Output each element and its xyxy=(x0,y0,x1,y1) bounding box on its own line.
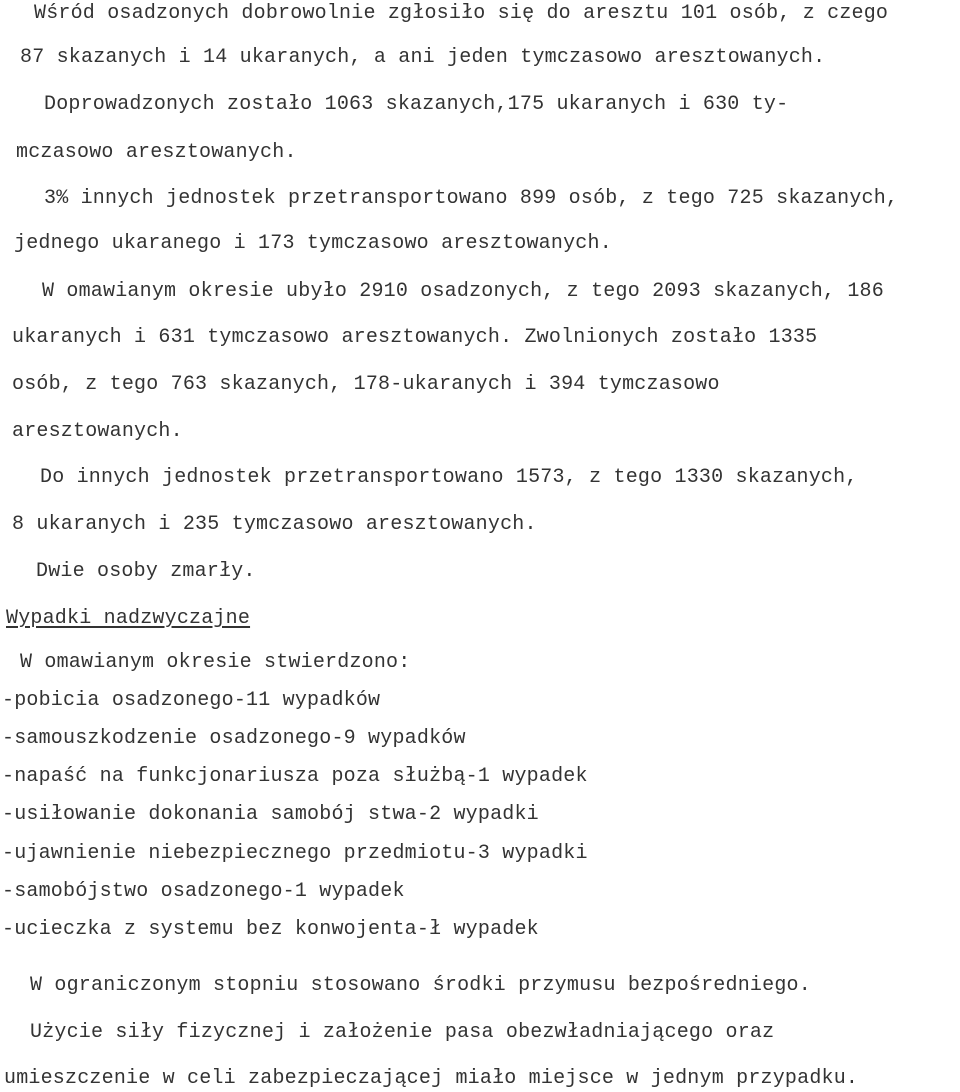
incident-list-item: -napaść na funkcjonariusza poza służbą-1 wypadek xyxy=(2,765,588,788)
paragraph-line: osób, z tego 763 skazanych, 178-ukaranych i 394 tymczasowo xyxy=(12,373,720,396)
paragraph-line: 8 ukaranych i 235 tymczasowo aresztowanych. xyxy=(12,513,537,536)
paragraph-line: W omawianym okresie ubyło 2910 osadzonych, z tego 2093 skazanych, 186 xyxy=(42,280,884,303)
paragraph-line: ukaranych i 631 tymczasowo aresztowanych. Zwolnionych zostało 1335 xyxy=(12,326,818,349)
section-heading: Wypadki nadzwyczajne xyxy=(6,607,251,630)
incident-list-item: -samobójstwo osadzonego-1 wypadek xyxy=(2,880,405,903)
paragraph-line: 87 skazanych i 14 ukaranych, a ani jeden tymczasowo aresztowanych. xyxy=(20,46,826,69)
incident-list-item: -usiłowanie dokonania samobój stwa-2 wypadki xyxy=(2,803,539,826)
closing-line: umieszczenie w celi zabezpieczającej miało miejsce w jednym przypadku. xyxy=(4,1067,859,1090)
paragraph-line: Dwie osoby zmarły. xyxy=(36,560,256,583)
paragraph-line: Do innych jednostek przetransportowano 1573, z tego 1330 skazanych, xyxy=(40,466,858,489)
incident-list-item: -ucieczka z systemu bez konwojenta-ł wypadek xyxy=(2,918,539,941)
paragraph-line: jednego ukaranego i 173 tymczasowo aresztowanych. xyxy=(14,232,612,255)
paragraph-line: mczasowo aresztowanych. xyxy=(16,141,297,164)
incident-list-item: -pobicia osadzonego-11 wypadków xyxy=(2,689,381,712)
paragraph-line: 3% innych jednostek przetransportowano 899 osób, z tego 725 skazanych, xyxy=(44,187,899,210)
closing-line: W ograniczonym stopniu stosowano środki przymusu bezpośredniego. xyxy=(30,974,811,997)
incident-list-item: -samouszkodzenie osadzonego-9 wypadków xyxy=(2,727,466,750)
paragraph-line: Doprowadzonych zostało 1063 skazanych,175 ukaranych i 630 ty- xyxy=(44,93,789,116)
paragraph-line: Wśród osadzonych dobrowolnie zgłosiło się do aresztu 101 osób, z czego xyxy=(34,2,889,25)
closing-line: Użycie siły fizycznej i założenie pasa obezwładniającego oraz xyxy=(30,1021,775,1044)
incident-list-item: -ujawnienie niebezpiecznego przedmiotu-3 wypadki xyxy=(2,842,588,865)
incidents-intro: W omawianym okresie stwierdzono: xyxy=(20,651,411,674)
paragraph-line: aresztowanych. xyxy=(12,420,183,443)
